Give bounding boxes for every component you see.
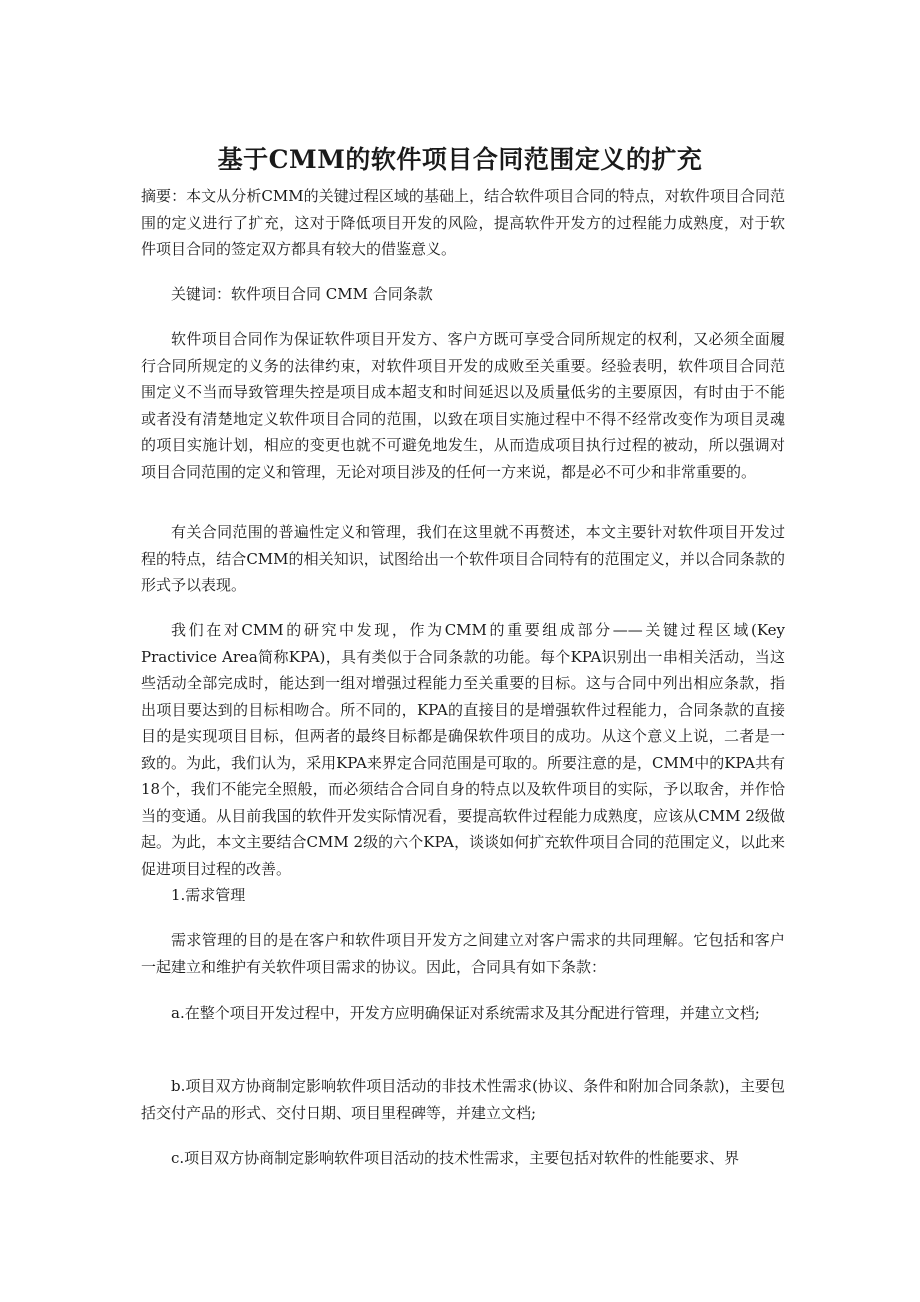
document-title: 基于CMM的软件项目合同范围定义的扩充 bbox=[217, 145, 703, 174]
section-heading-requirements: 1.需求管理 bbox=[171, 886, 246, 904]
clause-item-b: b.项目双方协商制定影响软件项目活动的非技术性需求(协议、条件和附加合同条款)，主要包括交付产品的形式、交付日期、项目里程碑等，并建立文档; bbox=[141, 1077, 785, 1122]
body-paragraph-1: 软件项目合同作为保证软件项目开发方、客户方既可享受合同所规定的权利，又必须全面履行合同所规定的义务的法律约束，对软件项目开发的成败至关重要。经验表明，软件项目合同范围定义不当而导致管理失控是项目成本超支和时间延迟以及质量低劣的主要原因，有时由于不能或者没有清楚地定义软件项目合同的范围，以致在项目实施过程中不得不经常改变作为项目灵魂的项目实施计划，相应的变更也就不可避免地发生，从而造成项目执行过程的被动，所以强调对项目合同范围的定义和管理，无论对项目涉及的任何一方来说，都是必不可少和非常重要的。 bbox=[141, 330, 785, 481]
body-paragraph-4: 需求管理的目的是在客户和软件项目开发方之间建立对客户需求的共同理解。它包括和客户一起建立和维护有关软件项目需求的协议。因此，合同具有如下条款： bbox=[141, 931, 785, 976]
clause-item-c: c.项目双方协商制定影响软件项目活动的技术性需求，主要包括对软件的性能要求、界 bbox=[171, 1149, 740, 1167]
body-paragraph-3: 我们在对CMM的研究中发现，作为CMM的重要组成部分——关键过程区域(Key Practivice Area简称KPA)，具有类似于合同条款的功能。每个KPA识别出一串相关活动，当这些活动全部完成时，能达到一组对增强过程能力至关重要的目标。这与合同中列出相应条款，指出项目要达到的目标相吻合。所不同的，KPA的直接目的是增强软件过程能力，合同条款的直接目的是实现项目目标，但两者的最终目标都是确保软件项目的成功。从这个意义上说，二者是一致的。为此，我们认为，采用KPA来界定合同范围是可取的。所要注意的是，CMM中的KPA共有18个，我们不能完全照般，而必须结合合同自身的特点以及软件项目的实际，予以取舍，并作恰当的变通。从目前我国的软件开发实际情况看，要提高软件过程能力成熟度，应该从CMM 2级做起。为此，本文主要结合CMM 2级的六个KPA，谈谈如何扩充软件项目合同的范围定义，以此来促进项目过程的改善。 bbox=[141, 621, 785, 878]
clause-item-a: a.在整个项目开发过程中，开发方应明确保证对系统需求及其分配进行管理，并建立文档; bbox=[171, 1004, 760, 1022]
keywords-line: 关键词：软件项目合同 CMM 合同条款 bbox=[171, 285, 433, 303]
abstract-paragraph: 摘要：本文从分析CMM的关键过程区域的基础上，结合软件项目合同的特点，对软件项目合同范围的定义进行了扩充，这对于降低项目开发的风险，提高软件开发方的过程能力成熟度，对于软件项目合同的签定双方都具有较大的借鉴意义。 bbox=[141, 187, 785, 258]
body-paragraph-2: 有关合同范围的普遍性定义和管理，我们在这里就不再赘述，本文主要针对软件项目开发过程的特点，结合CMM的相关知识，试图给出一个软件项目合同特有的范围定义，并以合同条款的形式予以表现。 bbox=[141, 523, 785, 594]
